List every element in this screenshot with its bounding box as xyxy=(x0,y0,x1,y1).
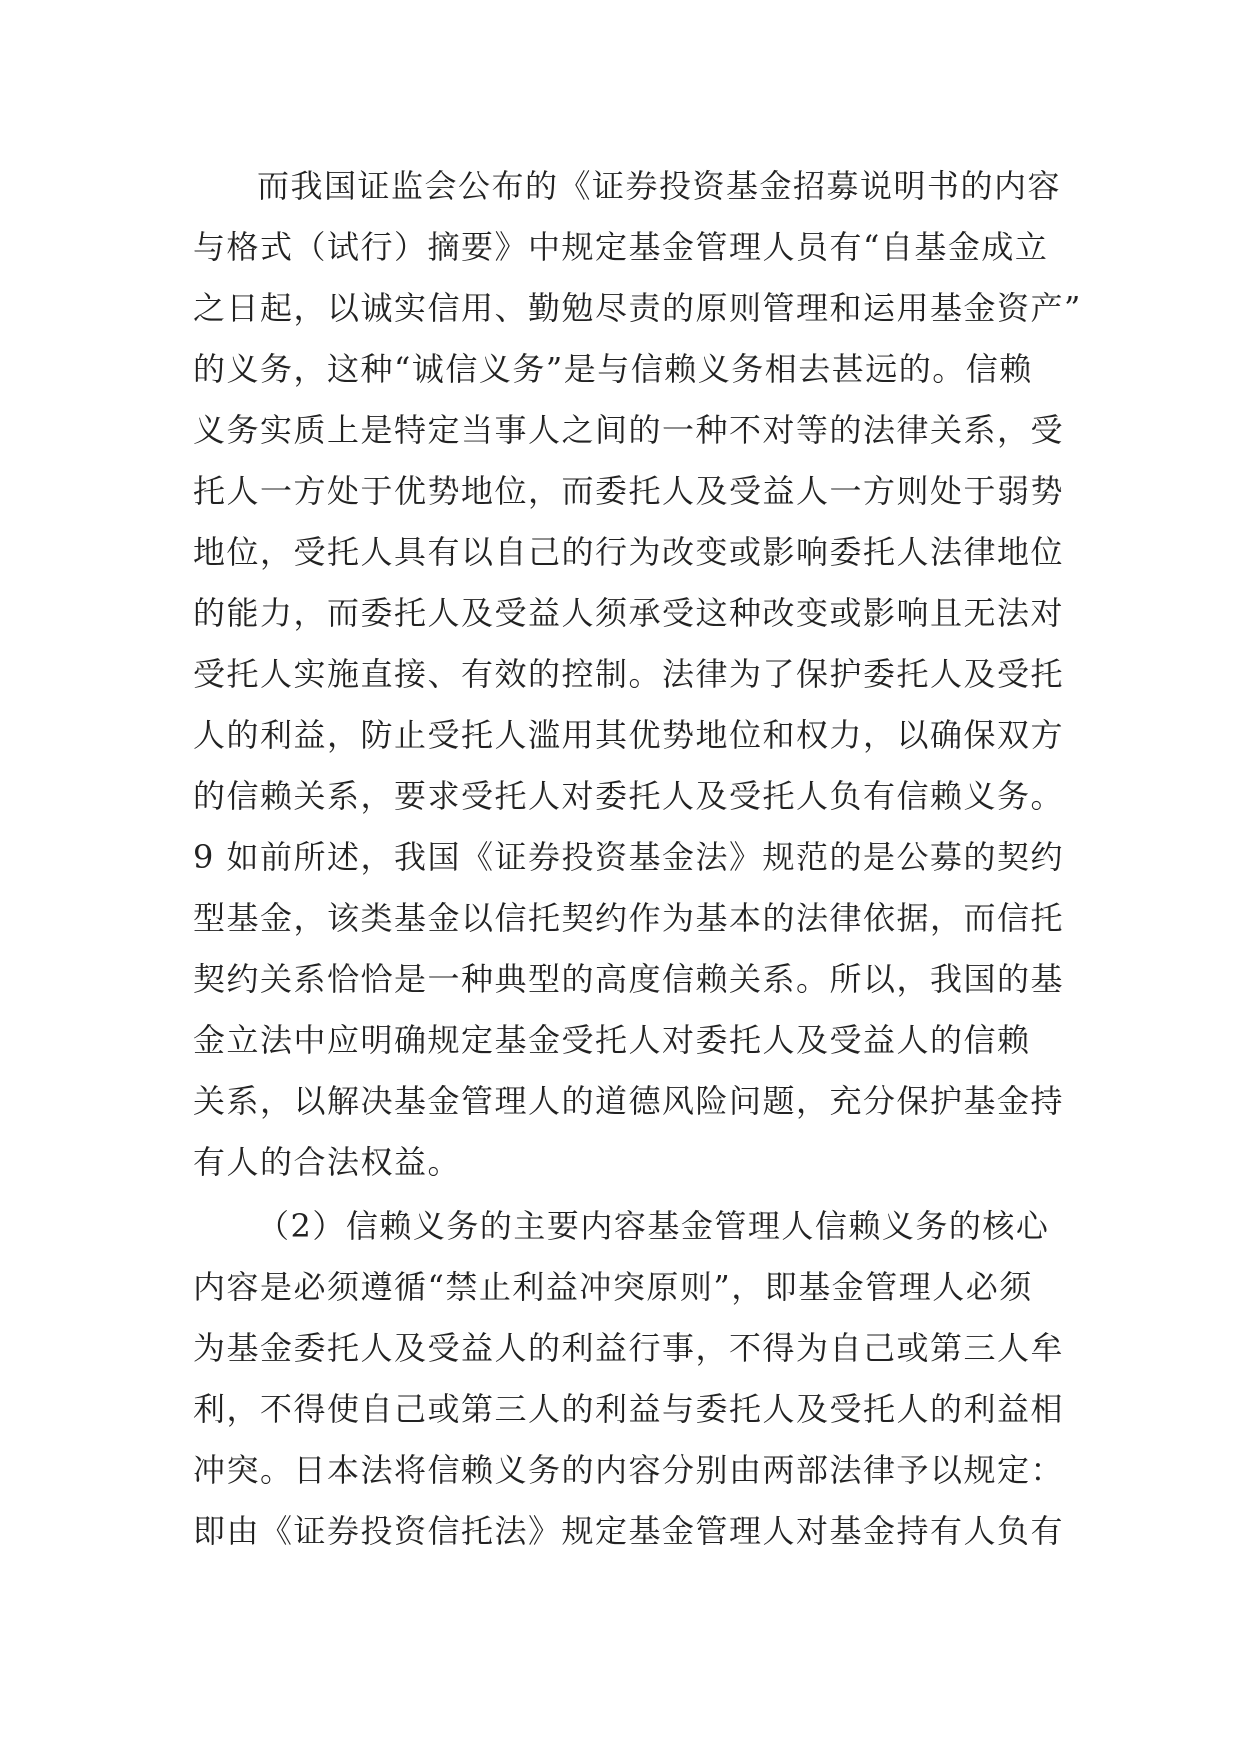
text-line: 与格式（试行）摘要》中规定基金管理人员有“自基金成立 xyxy=(193,228,1049,266)
text-line: 地位，受托人具有以自己的行为改变或影响委托人法律地位 xyxy=(193,533,1065,571)
text-line: 受托人实施直接、有效的控制。法律为了保护委托人及受托 xyxy=(193,655,1065,693)
text-line: （2）信赖义务的主要内容基金管理人信赖义务的核心 xyxy=(257,1207,1050,1245)
text-line: 即由《证券投资信托法》规定基金管理人对基金持有人负有 xyxy=(193,1512,1065,1550)
text-line: 义务实质上是特定当事人之间的一种不对等的法律关系，受 xyxy=(193,411,1065,449)
text-line: 为基金委托人及受益人的利益行事，不得为自己或第三人牟 xyxy=(193,1329,1065,1367)
text-line: 金立法中应明确规定基金受托人对委托人及受益人的信赖 xyxy=(193,1021,1031,1059)
text-line: 的能力，而委托人及受益人须承受这种改变或影响且无法对 xyxy=(193,594,1065,632)
text-line: 关系，以解决基金管理人的道德风险问题，充分保护基金持 xyxy=(193,1082,1065,1120)
paragraph-2 xyxy=(193,1196,1063,1562)
text-line: 托人一方处于优势地位，而委托人及受益人一方则处于弱势 xyxy=(193,472,1065,510)
paragraph-1 xyxy=(193,156,1082,1193)
text-line: 9 如前所述，我国《证券投资基金法》规范的是公募的契约 xyxy=(193,838,1065,876)
text-line: 内容是必须遵循“禁止利益冲突原则”，即基金管理人必须 xyxy=(193,1268,1033,1306)
text-line: 人的利益，防止受托人滥用其优势地位和权力，以确保双方 xyxy=(193,716,1065,754)
text-line: 型基金，该类基金以信托契约作为基本的法律依据，而信托 xyxy=(193,899,1065,937)
text-line: 的信赖关系，要求受托人对委托人及受托人负有信赖义务。 xyxy=(193,777,1065,815)
text-line: 之日起，以诚实信用、勤勉尽责的原则管理和运用基金资产” xyxy=(193,289,1082,327)
text-line: 而我国证监会公布的《证券投资基金招募说明书的内容 xyxy=(257,167,1062,205)
text-line: 利，不得使自己或第三人的利益与委托人及受托人的利益相 xyxy=(193,1390,1065,1428)
text-line: 冲突。日本法将信赖义务的内容分别由两部法律予以规定： xyxy=(193,1451,1065,1489)
text-line: 有人的合法权益。 xyxy=(193,1143,462,1181)
text-line: 契约关系恰恰是一种典型的高度信赖关系。所以，我国的基 xyxy=(193,960,1065,998)
text-line: 的义务，这种“诚信义务”是与信赖义务相去甚远的。信赖 xyxy=(193,350,1033,388)
